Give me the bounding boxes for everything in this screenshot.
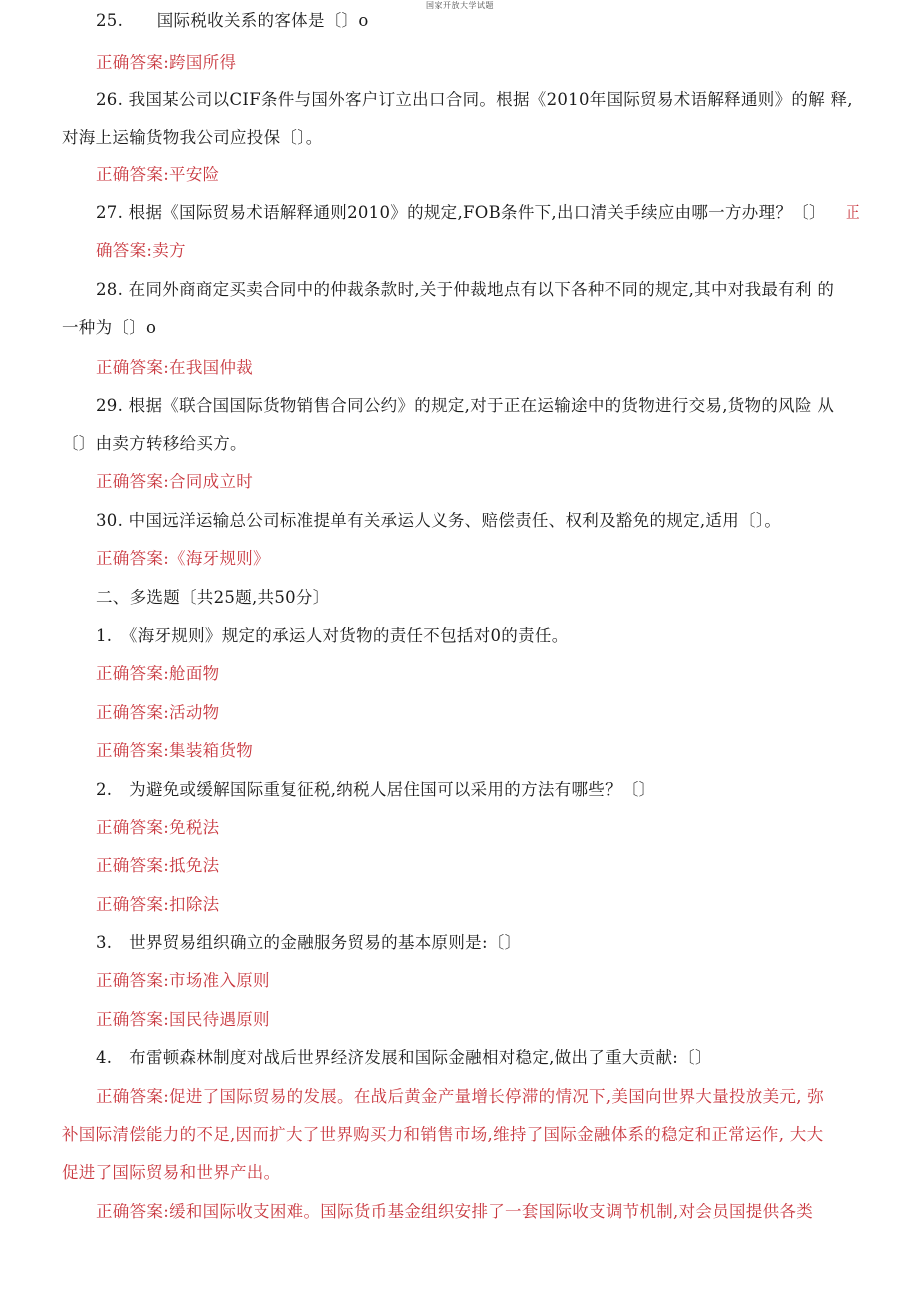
multi-answer-4b-line1: 正确答案:缓和国际收支困难。国际货币基金组织安排了一套国际收支调节机制,对会员国提供各类 [96, 1202, 814, 1221]
page-header-note: 国家开放大学试题 [426, 1, 494, 10]
answer-29: 正确答案:合同成立时 [96, 472, 254, 491]
answer-30: 正确答案:《海牙规则》 [96, 549, 270, 568]
answer-26: 正确答案:平安险 [96, 165, 220, 184]
section-heading-multi: 二、多选题〔共25题,共50分〕 [96, 588, 330, 607]
question-28-line1: 28. 在同外商商定买卖合同中的仲裁条款时,关于仲裁地点有以下各种不同的规定,其中对我最有利 的 [96, 280, 835, 299]
answer-27: 确答案:卖方 [96, 241, 186, 260]
answer-25: 正确答案:跨国所得 [96, 53, 237, 72]
multi-answer-3a: 正确答案:市场准入原则 [96, 971, 270, 990]
multi-answer-4a-line2: 补国际清偿能力的不足,因而扩大了世界购买力和销售市场,维持了国际金融体系的稳定和正常运作, 大大 [62, 1125, 824, 1144]
multi-answer-3b: 正确答案:国民待遇原则 [96, 1010, 270, 1029]
question-27: 27. 根据《国际贸易术语解释通则2010》的规定,FOB条件下,出口清关手续应由哪一方办理？〔〕 [96, 203, 826, 222]
question-28-line2: 一种为〔〕o [62, 318, 157, 337]
question-29-line1: 29. 根据《联合国国际货物销售合同公约》的规定,对于正在运输途中的货物进行交易,货物的风险 从 [96, 396, 835, 415]
multi-answer-2a: 正确答案:免税法 [96, 818, 220, 837]
multi-answer-4a-line3: 促进了国际贸易和世界产出。 [62, 1163, 281, 1182]
multi-answer-4a-line1: 正确答案:促进了国际贸易的发展。在战后黄金产量增长停滞的情况下,美国向世界大量投放美元, 弥 [96, 1087, 825, 1106]
multi-question-3: 3. 世界贸易组织确立的金融服务贸易的基本原则是:〔〕 [96, 933, 522, 952]
multi-answer-1c: 正确答案:集装箱货物 [96, 741, 254, 760]
question-26-line2: 对海上运输货物我公司应投保〔〕。 [62, 128, 323, 147]
multi-question-1: 1. 《海牙规则》规定的承运人对货物的责任不包括对0的责任。 [96, 626, 569, 645]
multi-answer-2c: 正确答案:扣除法 [96, 895, 220, 914]
question-26-line1: 26. 我国某公司以CIF条件与国外客户订立出口合同。根据《2010年国际贸易术语解释通则》的解 释, [96, 90, 853, 109]
question-30: 30. 中国远洋运输总公司标准提单有关承运人义务、赔偿责任、权利及豁免的规定,适用〔〕。 [96, 511, 782, 530]
multi-question-2: 2. 为避免或缓解国际重复征税,纳税人居住国可以采用的方法有哪些？〔〕 [96, 780, 656, 799]
multi-question-4: 4. 布雷顿森林制度对战后世界经济发展和国际金融相对稳定,做出了重大贡献:〔〕 [96, 1048, 712, 1067]
question-29-line2: 〔〕由卖方转移给买方。 [62, 434, 247, 453]
answer-27-start: 正 [846, 203, 860, 222]
multi-answer-1b: 正确答案:活动物 [96, 703, 220, 722]
answer-28: 正确答案:在我国仲裁 [96, 358, 254, 377]
multi-answer-1a: 正确答案:舱面物 [96, 664, 220, 683]
question-25: 25. 国际税收关系的客体是〔〕o [96, 11, 369, 30]
multi-answer-2b: 正确答案:抵免法 [96, 856, 220, 875]
